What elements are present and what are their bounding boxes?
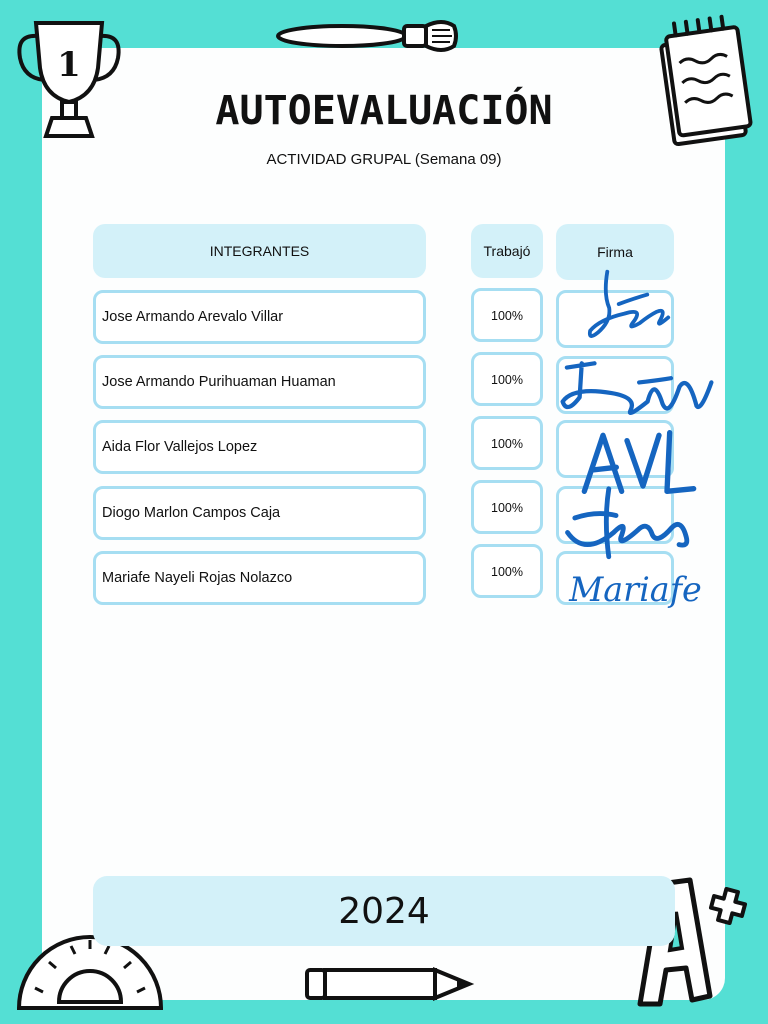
footer-year: 2024 [93,876,675,946]
member-name: Aida Flor Vallejos Lopez [93,420,426,474]
worked-value: 100% [471,352,543,406]
member-name: Diogo Marlon Campos Caja [93,486,426,540]
worked-value: 100% [471,544,543,598]
member-name: Jose Armando Arevalo Villar [93,290,426,344]
worked-header: Trabajó [471,224,543,278]
paintbrush-icon [274,14,459,58]
signature-text: Mariafe [569,570,702,610]
worked-value: 100% [471,416,543,470]
signature-scribble [560,552,730,632]
grade-label: A+ [630,872,632,873]
page-subtitle: ACTIVIDAD GRUPAL (Semana 09) [266,151,502,168]
worked-value: 100% [471,288,543,342]
worked-value: 100% [471,480,543,534]
signature-header: Firma [556,224,674,280]
member-name: Jose Armando Purihuaman Huaman [93,355,426,409]
trophy-number: 1 [57,45,81,85]
member-name: Mariafe Nayeli Rojas Nolazco [93,551,426,605]
members-header: INTEGRANTES [93,224,426,278]
page-title: AUTOEVALUACIÓN [215,88,553,134]
signature-scribble [552,352,722,432]
signature-scribble [548,266,718,346]
pencil-icon [303,962,475,1008]
